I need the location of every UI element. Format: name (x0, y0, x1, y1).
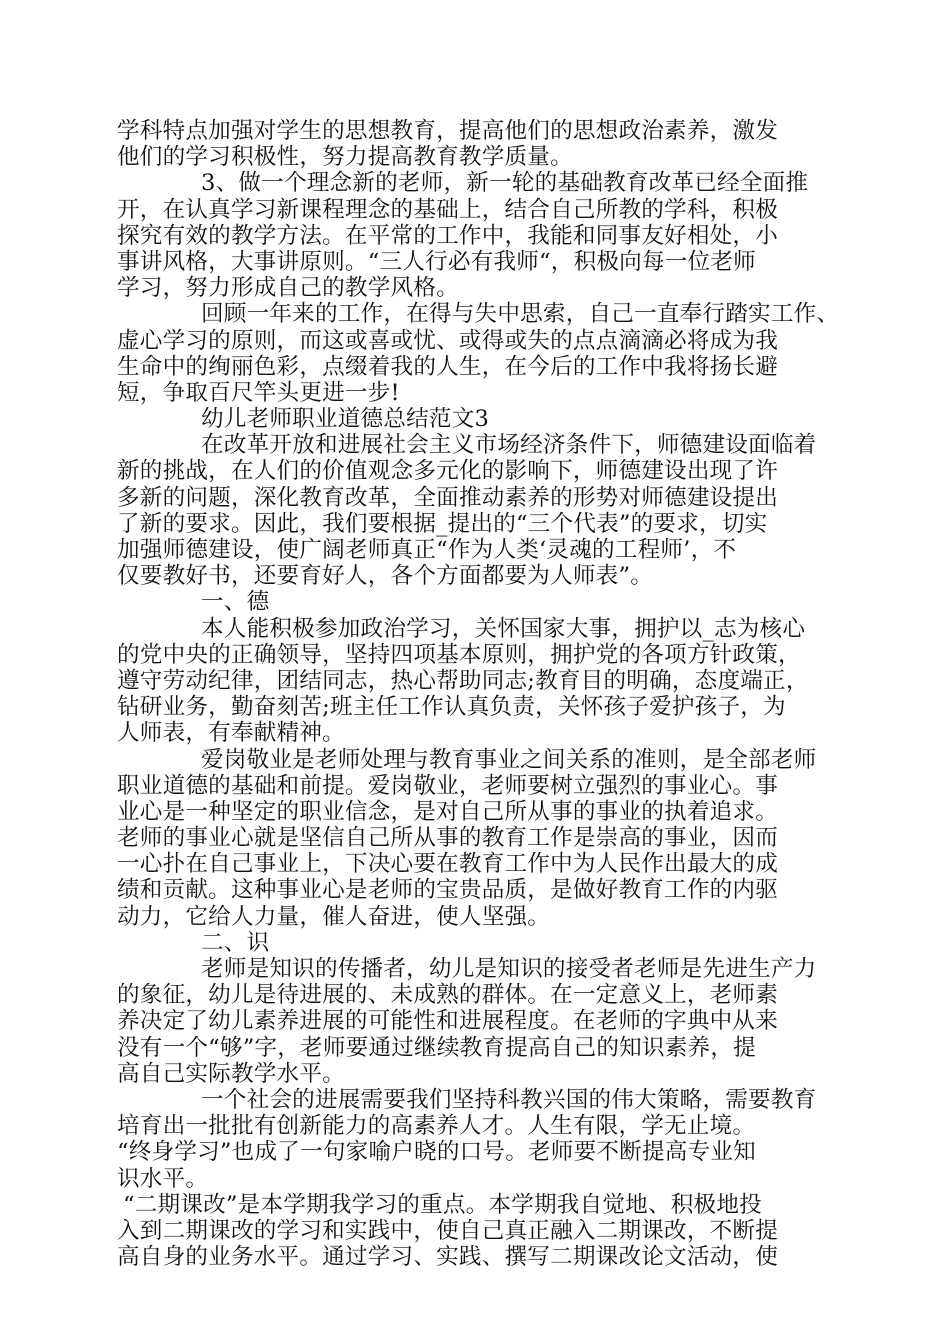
text-line: 新的挑战，在人们的价值观念多元化的影响下，师德建设出现了许 (117, 458, 779, 485)
text-line: 开，在认真学习新课程理念的基础上，结合自己所教的学科，积极 (117, 196, 779, 223)
text-line: 一个社会的进展需要我们坚持科教兴国的伟大策略，需要教育 (201, 1086, 817, 1113)
text-line: 探究有效的教学方法。在平常的工作中，我能和同事友好相处，小 (117, 222, 779, 249)
text-line: 入到二期课改的学习和实践中，使自己真正融入二期课改，不断提 (117, 1217, 779, 1244)
text-line: 遵守劳动纪律，团结同志，热心帮助同志;教育目的明确，态度端正， (117, 667, 809, 694)
document-body (117, 118, 840, 1271)
text-line: 短，争取百尺竿头更进一步! (117, 379, 400, 406)
text-line: 养决定了幼儿素养进展的可能性和进展程度。在老师的字典中从来 (117, 1008, 779, 1035)
text-line: 虚心学习的原则，而这或喜或忧、或得或失的点点滴滴必将成为我 (117, 327, 779, 354)
text-line: 回顾一年来的工作，在得与失中思索，自己一直奉行踏实工作、 (201, 301, 840, 328)
text-line: 老师是知识的传播者，幼儿是知识的接受者老师是先进生产力 (201, 956, 817, 982)
text-line: 职业道德的基础和前提。爱岗敬业，老师要树立强烈的事业心。事 (117, 772, 779, 799)
text-line: “终身学习”也成了一句家喻户晓的口号。老师要不断提高专业知 (117, 1139, 756, 1166)
text-line: 一心扑在自己事业上，下决心要在教育工作中为人民作出最大的成 (117, 851, 779, 878)
text-line: 幼儿老师职业道德总结范文3 (201, 406, 490, 433)
text-line: 人师表，有奉献精神。 (117, 720, 345, 747)
text-line: 了新的要求。因此，我们要根据_提出的“三个代表”的要求，切实 (117, 510, 768, 537)
text-line: 学科特点加强对学生的思想教育，提高他们的思想政治素养，激发 (117, 118, 779, 144)
text-line: “二期课改”是本学期我学习的重点。本学期我自觉地、积极地投 (123, 1191, 762, 1218)
text-line: 3、做一个理念新的老师，新一轮的基础教育改革已经全面推 (201, 170, 809, 197)
text-line: 仅要教好书，还要育好人，各个方面都要为人师表”。 (117, 563, 654, 590)
text-line: 二、识 (201, 929, 270, 956)
text-line: 他们的学习积极性，努力提高教育教学质量。 (117, 144, 573, 171)
text-line: 业心是一种坚定的职业信念，是对自己所从事的事业的执着追求。 (117, 798, 779, 825)
text-line: 生命中的绚丽色彩，点缀着我的人生，在今后的工作中我将扬长避 (117, 353, 779, 380)
text-line: 识水平。 (117, 1165, 209, 1192)
text-line: 高自己实际教学水平。 (117, 1060, 345, 1087)
text-line: 的象征，幼儿是待进展的、未成熟的群体。在一定意义上，老师素 (117, 982, 779, 1009)
text-line: 没有一个“够”字，老师要通过继续教育提高自己的知识素养，提 (117, 1034, 756, 1061)
text-line: 一、德 (201, 589, 270, 616)
text-line: 培育出一批批有创新能力的高素养人才。人生有限，学无止境。 (117, 1113, 756, 1140)
text-line: 绩和贡献。这种事业心是老师的宝贵品质，是做好教育工作的内驱 (117, 877, 779, 904)
text-line: 多新的问题，深化教育改革，全面推动素养的形势对师德建设提出 (117, 484, 779, 511)
text-line: 事讲风格，大事讲原则。“三人行必有我师“，积极向每一位老师 (117, 248, 756, 275)
text-line: 钻研业务，勤奋刻苦;班主任工作认真负责，关怀孩子爱护孩子，为 (117, 694, 786, 721)
text-line: 加强师德建设，使广阔老师真正“作为人类‘灵魂的工程师’，不 (117, 537, 737, 563)
text-line: 在改革开放和进展社会主义市场经济条件下，师德建设面临着 (201, 432, 817, 459)
text-line: 本人能积极参加政治学习，关怀国家大事，拥护以_志为核心 (201, 615, 806, 642)
text-line: 的党中央的正确领导，坚持四项基本原则，拥护党的各项方针政策， (117, 641, 801, 668)
text-line: 高自身的业务水平。通过学习、实践、撰写二期课改论文活动，使 (117, 1244, 779, 1271)
text-line: 学习，努力形成自己的教学风格。 (117, 275, 459, 302)
text-line: 动力，它给人力量，催人奋进，使人坚强。 (117, 903, 551, 930)
text-line: 老师的事业心就是坚信自己所从事的教育工作是崇高的事业，因而 (117, 825, 779, 852)
text-line: 爱岗敬业是老师处理与教育事业之间关系的准则，是全部老师 (201, 746, 817, 773)
